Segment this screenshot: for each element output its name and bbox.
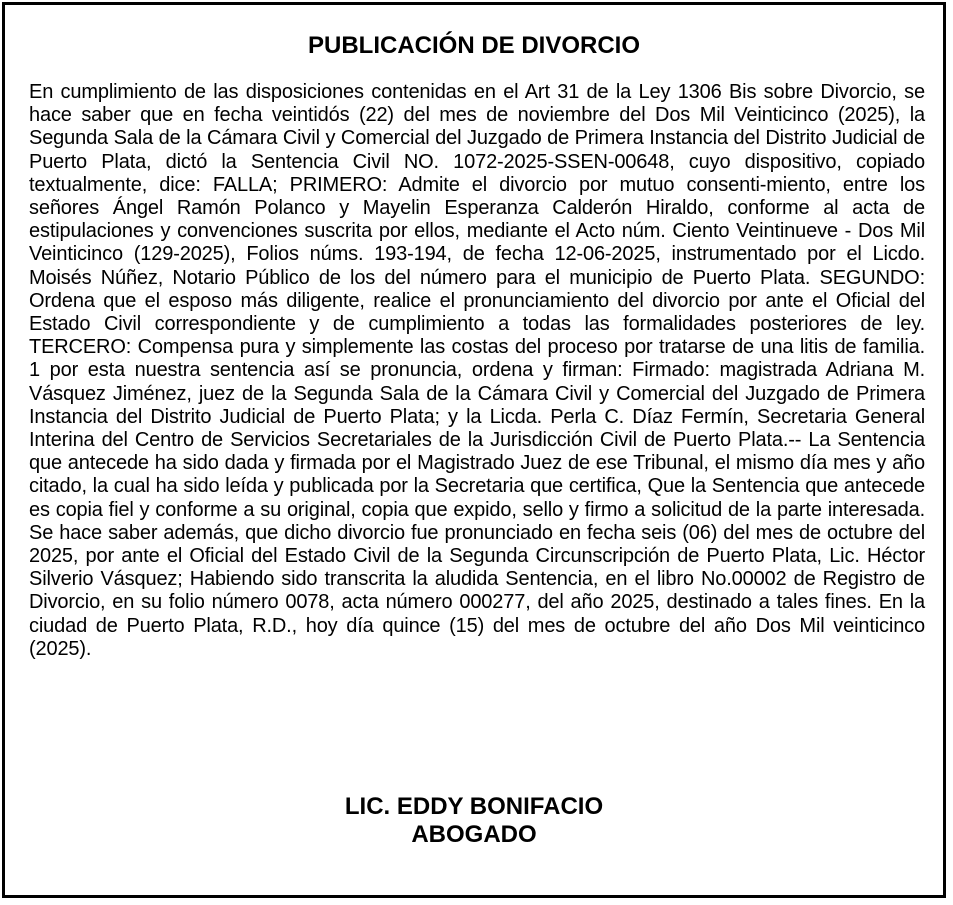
notice-body: En cumplimiento de las disposiciones contenidas en el Art 31 de la Ley 1306 Bis sobre Divorcio, se hace saber que en fecha veintidós (22) del mes de noviembre del Dos Mil Veinticinco (2025), la Segunda Sala de la Cámara Civil y Comercial del Juzgado de Primera Instancia del Distrito Judicial de Puerto Plata, dictó la Sentencia Civil NO. 1072-2025-SSEN-00648, cuyo dispositivo, copiado textualmente, dice: FALLA; PRIMERO: Admite el divorcio por mutuo consenti-miento, entre los señores Ángel Ramón Polanco y Mayelin Esperanza Calderón Hiraldo, conforme al acta de estipulaciones y convenciones suscrita por ellos, mediante el Acto núm. Ciento Veintinueve - Dos Mil Veinticinco (129-2025), Folios núms. 193-194, de fecha 12-06-2025, instrumentado por el Licdo. Moisés Núñez, Notario Público de los del número para el municipio de Puerto Plata. SEGUNDO: Ordena que el esposo más diligente, realice el pronunciamiento del divorcio por ante el Oficial del Estado Civil correspondiente y de cumplimiento a todas las formalidades posteriores de ley. TERCERO: Compensa pura y simplemente las costas del proceso por tratarse de una litis de familia. 1 por esta nuestra sentencia así se pronuncia, ordena y firman: Firmado: magistrada Adriana M. Vásquez Jiménez, juez de la Segunda Sala de la Cámara Civil y Comercial del Juzgado de Primera Instancia del Distrito Judicial de Puerto Plata; y la Licda. Perla C. Díaz Fermín, Secretaria General Interina del Centro de Servicios Secretariales de la Jurisdicción Civil de Puerto Plata.-- La Sentencia que antecede ha sido dada y firmada por el Magistrado Juez de ese Tribunal, el mismo día mes y año citado, la cual ha sido leída y publicada por la Secretaria que certifica, Que la Sentencia que antecede es copia fiel y conforme a su original, copia que expido, sello y firmo a solicitud de la parte interesada. Se hace saber además, que dicho divorcio fue pronunciado en fecha seis (06) del mes de octubre del 2025, por ante el Oficial del Estado Civil de la Segunda Circunscripción de Puerto Plata, Lic. Héctor Silverio Vásquez; Habiendo sido transcrita la aludida Sentencia, en el libro No.00002 de Registro de Divorcio, en su folio número 0078, acta número 000277, del año 2025, destinado a tales fines. En la ciudad de Puerto Plata, R.D., hoy día quince (15) del mes de octubre del año Dos Mil veinticinco (2025).: [29, 81, 925, 660]
notice-title: PUBLICACIÓN DE DIVORCIO: [307, 32, 640, 59]
signature-name: LIC. EDDY BONIFACIO: [344, 793, 604, 820]
signature-role: ABOGADO: [411, 821, 537, 848]
notice-frame: [2, 2, 946, 898]
signature-block: [5, 793, 943, 849]
